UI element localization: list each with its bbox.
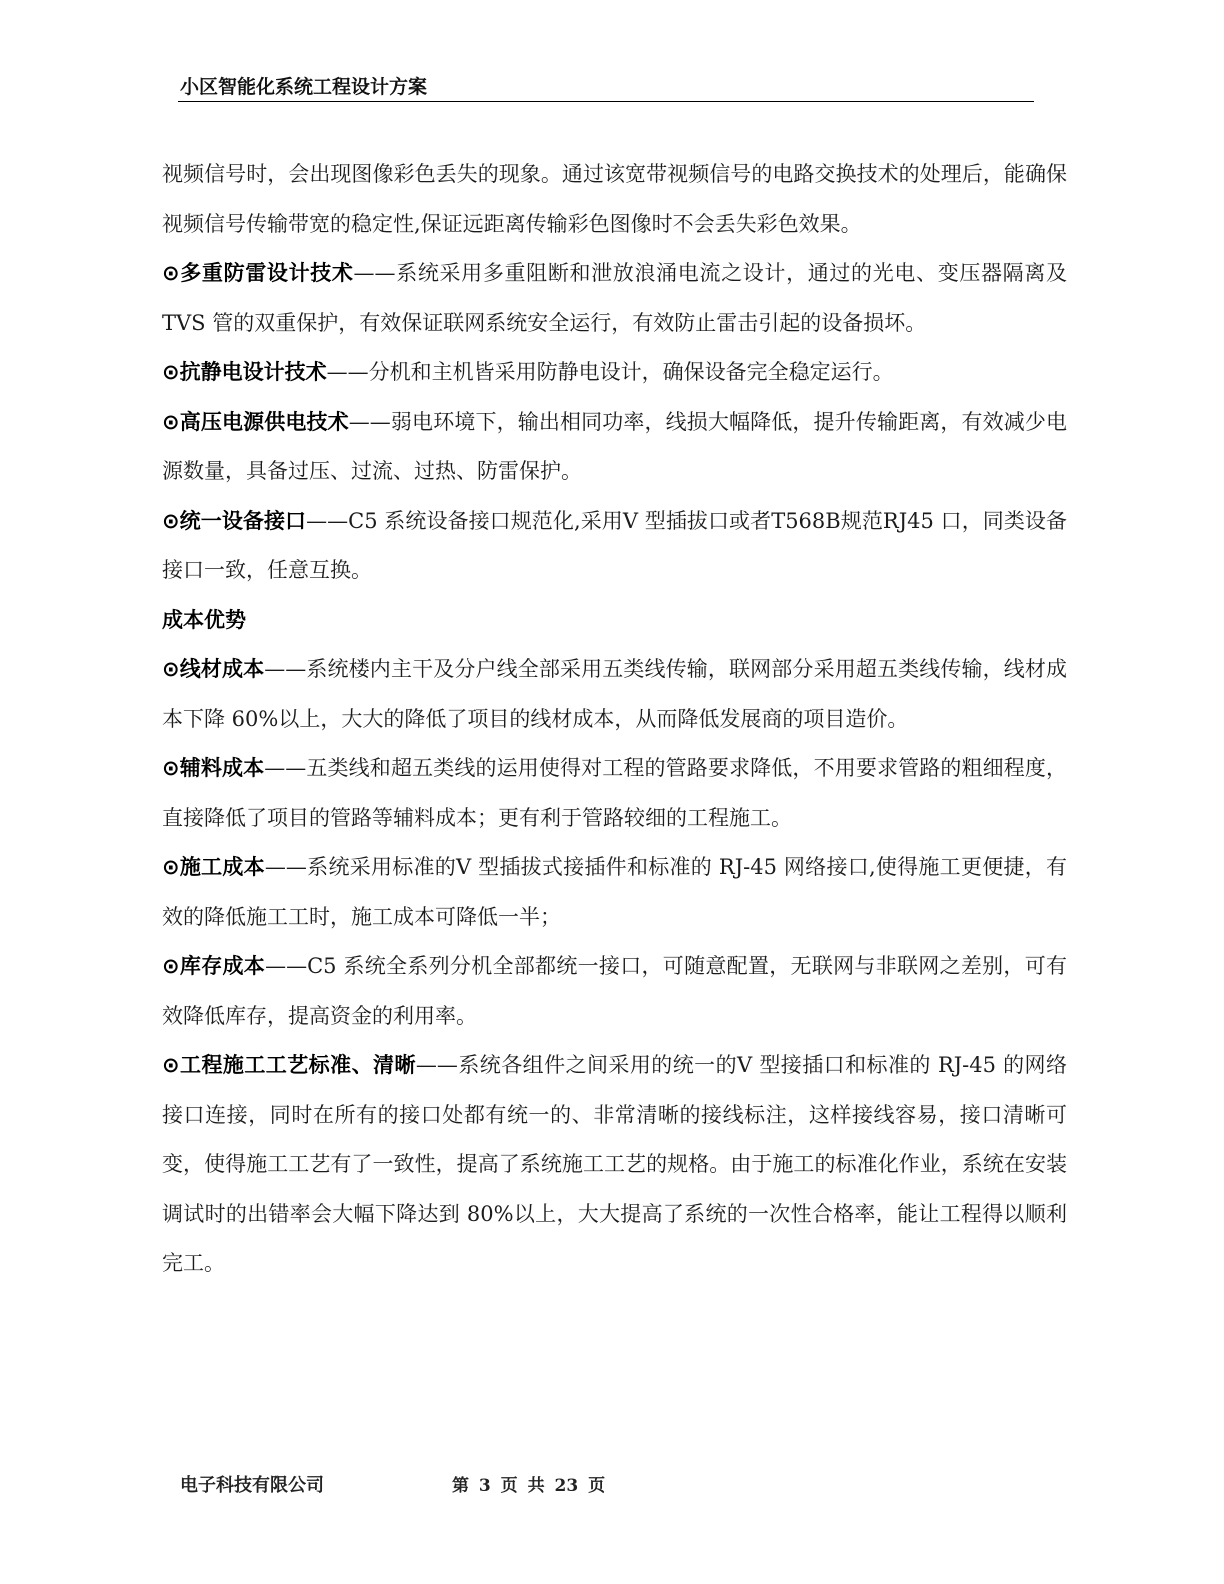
- document-body: [162, 150, 1067, 1289]
- bullet-marker: ⊙: [162, 756, 180, 780]
- paragraph-term: 辅料成本: [179, 756, 265, 780]
- paragraph: [162, 1041, 1067, 1289]
- bullet-marker: ⊙: [162, 261, 180, 285]
- bullet-marker: ⊙: [162, 855, 180, 879]
- paragraph: [162, 398, 1067, 497]
- paragraph-term: 库存成本: [179, 954, 266, 978]
- paragraph-text: 分机和主机皆采用防静电设计，确保设备完全稳定运行。: [368, 360, 894, 384]
- page-number: 第 3 页 共 23 页: [452, 1476, 606, 1496]
- term-separator: ——: [348, 409, 391, 434]
- paragraph-text: 系统采用标准的V 型插拔式接插件和标准的 RJ-45 网络接口,使得施工更便捷，有效的降低施工工时，施工成本可降低一半；: [162, 855, 1067, 929]
- bullet-marker: ⊙: [162, 360, 180, 384]
- header-title: 小区智能化系统工程设计方案: [180, 76, 428, 98]
- paragraph-term: 高压电源供电技术: [179, 409, 349, 434]
- bullet-marker: ⊙: [162, 1053, 180, 1077]
- paragraph: [162, 497, 1067, 596]
- paragraph-term: 线材成本: [179, 657, 265, 681]
- page-footer: [180, 1471, 780, 1499]
- section-heading: 成本优势: [162, 607, 246, 632]
- paragraph: [162, 249, 1067, 348]
- term-separator: ——: [264, 855, 307, 879]
- paragraph-term: 多重防雷设计技术: [179, 261, 354, 285]
- paragraph-term: 施工成本: [179, 855, 265, 879]
- paragraph-term: 工程施工工艺标准、清晰: [179, 1053, 416, 1077]
- paragraph-term: 统一设备接口: [179, 508, 307, 533]
- paragraph: [162, 348, 1067, 398]
- term-separator: ——: [326, 360, 369, 384]
- paragraph-text: C5 系统设备接口规范化,采用V 型插拔口或者T568B规范RJ45 口，同类设备接口一致，任意互换。: [162, 508, 1067, 582]
- paragraph-text: 弱电环境下，输出相同功率，线损大幅降低，提升传输距离，有效减少电源数量，具备过压、过流、过热、防雷保护。: [162, 409, 1068, 483]
- paragraph-text: 系统各组件之间采用的统一的V 型接插口和标准的 RJ-45 的网络接口连接，同时在所有的接口处都有统一的、非常清晰的接线标注，这样接线容易，接口清晰可变，使得施工工艺有了一致性，提高了系统施工工艺的规格。由于施工的标准化作业，系统在安装调试时的出错率会大幅下降达到 80%以上，大大提高了系统的一次性合格率，能让工程得以顺利完工。: [162, 1053, 1067, 1275]
- term-separator: ——: [415, 1053, 458, 1077]
- term-separator: ——: [264, 657, 307, 681]
- paragraph-text: 系统楼内主干及分户线全部采用五类线传输，联网部分采用超五类线传输，线材成本下降 60%以上，大大的降低了项目的线材成本，从而降低发展商的项目造价。: [162, 657, 1068, 731]
- bullet-marker: ⊙: [162, 657, 180, 681]
- paragraph-text: 系统采用多重阻断和泄放浪涌电流之设计，通过的光电、变压器隔离及 TVS 管的双重保护，有效保证联网系统安全运行，有效防止雷击引起的设备损坏。: [162, 261, 1067, 335]
- term-separator: ——: [264, 756, 307, 780]
- term-separator: ——: [353, 261, 396, 285]
- paragraph: [162, 744, 1067, 843]
- paragraph: [162, 645, 1067, 744]
- paragraph-text: C5 系统全系列分机全部都统一接口，可随意配置，无联网与非联网之差别，可有效降低库存，提高资金的利用率。: [162, 954, 1067, 1028]
- paragraph: [162, 942, 1067, 1041]
- footer-company: 电子科技有限公司: [180, 1475, 324, 1496]
- paragraph-text: 视频信号时，会出现图像彩色丢失的现象。通过该宽带视频信号的电路交换技术的处理后，能确保视频信号传输带宽的稳定性,保证远距离传输彩色图像时不会丢失彩色效果。: [162, 162, 1067, 236]
- paragraph: [162, 843, 1067, 942]
- paragraph-text: 五类线和超五类线的运用使得对工程的管路要求降低，不用要求管路的粗细程度，直接降低了项目的管路等辅料成本；更有利于管路较细的工程施工。: [162, 756, 1068, 830]
- paragraph: [162, 150, 1067, 249]
- term-separator: ——: [265, 954, 308, 978]
- bullet-marker: ⊙: [162, 954, 180, 978]
- term-separator: ——: [306, 508, 349, 533]
- page-header: [178, 70, 1034, 102]
- bullet-marker: ⊙: [162, 508, 180, 533]
- bullet-marker: ⊙: [162, 409, 180, 434]
- paragraph-term: 抗静电设计技术: [179, 360, 327, 384]
